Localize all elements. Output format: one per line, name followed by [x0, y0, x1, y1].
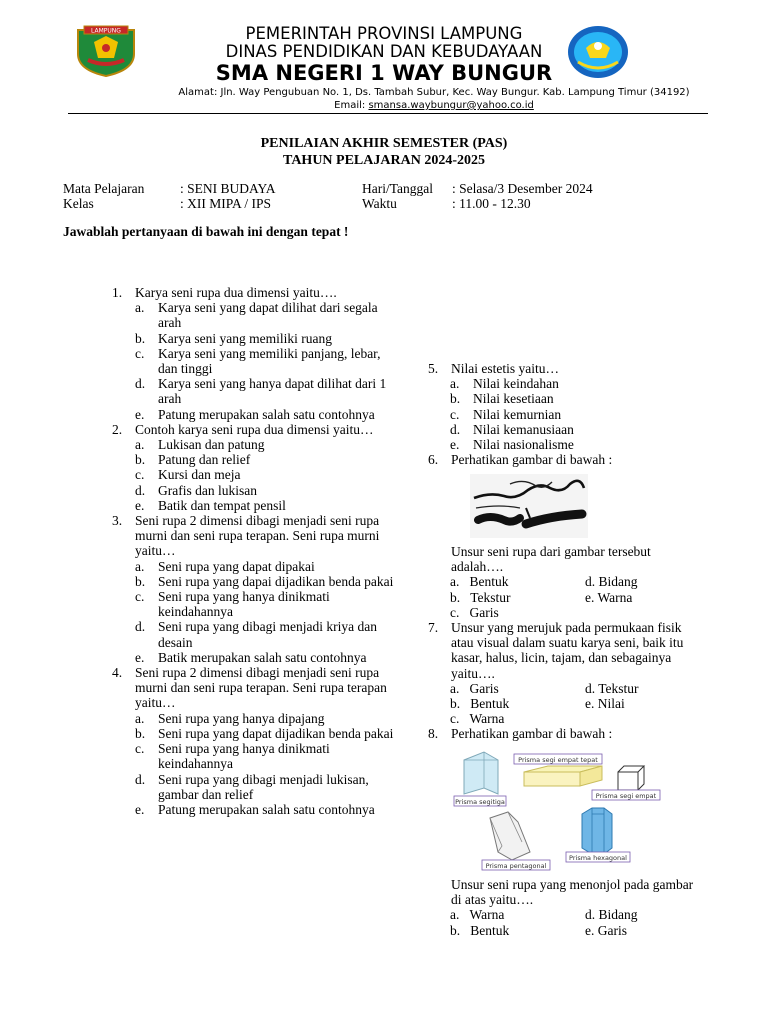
option-letter: b. — [450, 391, 461, 407]
option-text: Warna — [469, 907, 505, 923]
option-letter: e. — [135, 497, 145, 513]
option-text: Seni rupa yang hanya dinikmati keindahannya — [158, 741, 330, 772]
school-address: Alamat: Jln. Way Pengubuan No. 1, Ds. Tambah Subur, Kec. Way Bungur. Kab. Lampung Timur (34192) — [178, 87, 690, 98]
option-text: Nilai nasionalisme — [473, 437, 574, 453]
option-text: Nilai kemanusiaan — [473, 421, 574, 437]
option-4b[interactable] — [112, 726, 402, 741]
email-label: Email: — [334, 100, 366, 111]
school-name: SMA NEGERI 1 WAY BUNGUR — [215, 61, 553, 85]
option-letter: e. — [135, 406, 145, 422]
question-text: Perhatikan gambar di bawah : — [451, 726, 613, 742]
option-8e[interactable]: e. Garis — [585, 922, 627, 938]
class-label: Kelas — [63, 196, 94, 211]
option-6a[interactable] — [450, 574, 509, 589]
option-7d[interactable]: d. Tekstur — [585, 680, 639, 696]
option-5e[interactable] — [428, 437, 698, 452]
question-number: 2. — [112, 421, 123, 437]
option-text: Batik dan tempat pensil — [158, 497, 286, 513]
time-label: Waktu — [362, 196, 397, 211]
option-text: Seni rupa yang dapai dijadikan benda pakai — [158, 573, 394, 589]
option-letter: d. — [135, 771, 146, 787]
option-1b[interactable] — [112, 331, 402, 346]
option-3b[interactable] — [112, 574, 402, 589]
question-text: Contoh karya seni rupa dua dimensi yaitu… — [135, 421, 374, 437]
option-row-7-be — [450, 696, 698, 711]
question-number: 8. — [428, 726, 439, 742]
option-text: Tekstur — [470, 589, 511, 605]
option-row-6-c — [450, 605, 698, 620]
question-8-continued — [428, 877, 698, 938]
option-6d[interactable]: d. Bidang — [585, 574, 638, 590]
question-2 — [112, 422, 402, 437]
question-5-block — [428, 361, 698, 467]
option-4d[interactable] — [112, 772, 402, 802]
question-number: 3. — [112, 513, 123, 529]
option-letter: b. — [450, 922, 461, 938]
option-letter: c. — [450, 604, 460, 620]
option-6b[interactable] — [450, 590, 511, 605]
option-text: Karya seni yang dapat dilihat dari segala arah — [158, 300, 378, 331]
question-4 — [112, 665, 402, 711]
option-text: Seni rupa yang hanya dinikmati keindahannya — [158, 589, 330, 620]
option-7a[interactable] — [450, 681, 499, 696]
option-letter: e. — [450, 437, 460, 453]
question-5 — [428, 361, 698, 376]
line-texture-image — [470, 474, 588, 538]
option-text: Karya seni yang memiliki ruang — [158, 330, 332, 346]
option-letter: d. — [135, 376, 146, 392]
question-text: Unsur yang merujuk pada permukaan fisik atau visual dalam suatu karya seni, baik itu kasar, halus, licin, tajam, dan sebagainya yaitu…. — [451, 619, 684, 681]
question-8 — [428, 726, 698, 741]
question-8-text2: Unsur seni rupa yang menonjol pada gambar di atas yaitu…. — [451, 877, 694, 908]
option-letter: b. — [135, 725, 146, 741]
option-letter: b. — [135, 452, 146, 468]
option-5d[interactable] — [428, 422, 698, 437]
option-text: Bentuk — [470, 922, 510, 938]
option-letter: e. — [135, 649, 145, 665]
option-text: Seni rupa yang dapat dipakai — [158, 558, 315, 574]
triangular-prism-shape — [464, 752, 498, 794]
option-text: Warna — [469, 711, 505, 727]
option-letter: a. — [450, 574, 460, 590]
option-letter: e. — [135, 801, 145, 817]
option-7e[interactable]: e. Nilai — [585, 695, 625, 711]
question-text: Perhatikan gambar di bawah : — [451, 452, 613, 468]
option-text: Bentuk — [470, 695, 510, 711]
option-text: Garis — [469, 604, 499, 620]
option-text: Batik merupakan salah satu contohnya — [158, 649, 367, 665]
instruction: Jawablah pertanyaan di bawah ini dengan tepat ! — [63, 224, 349, 239]
option-letter: b. — [135, 573, 146, 589]
question-6 — [428, 452, 698, 467]
subject-label: Mata Pelajaran — [63, 181, 145, 196]
option-row-7-ad — [450, 681, 698, 696]
option-text: Bentuk — [469, 574, 509, 590]
option-letter: c. — [135, 345, 145, 361]
option-letter: c. — [450, 406, 460, 422]
option-letter: a. — [450, 680, 460, 696]
option-text: Seni rupa yang dibagi menjadi lukisan, gambar dan relief — [158, 771, 369, 802]
question-6-text2: Unsur seni rupa dari gambar tersebut adalah…. — [451, 544, 651, 575]
option-text: Seni rupa yang dapat dijadikan benda pakai — [158, 725, 394, 741]
option-text: Grafis dan lukisan — [158, 482, 257, 498]
option-8a[interactable] — [450, 907, 504, 922]
option-text: Patung merupakan salah satu contohnya — [158, 801, 375, 817]
question-number: 7. — [428, 619, 439, 635]
option-text: Patung merupakan salah satu contohnya — [158, 406, 375, 422]
option-2a[interactable] — [112, 437, 402, 452]
option-text: Nilai kesetiaan — [473, 391, 554, 407]
option-letter: c. — [450, 711, 460, 727]
government-name: PEMERINTAH PROVINSI LAMPUNG — [245, 24, 523, 43]
subject-value: : SENI BUDAYA — [180, 181, 276, 196]
label-prisma-segi-empat-tepat: Prisma segi empat tepat — [518, 756, 598, 764]
option-6e[interactable]: e. Warna — [585, 589, 633, 605]
option-4a[interactable] — [112, 711, 402, 726]
prisms-image — [452, 748, 664, 872]
option-1c[interactable] — [112, 346, 402, 376]
option-text: Seni rupa yang dibagi menjadi kriya dan desain — [158, 619, 377, 650]
rectangular-prism-shape — [524, 766, 602, 786]
school-email-line — [118, 100, 750, 111]
option-3e[interactable] — [112, 650, 402, 665]
option-text: Garis — [469, 680, 499, 696]
question-text: Nilai estetis yaitu… — [451, 361, 559, 376]
option-7c[interactable] — [450, 711, 504, 726]
label-prisma-segitiga: Prisma segitiga — [455, 798, 505, 806]
option-text: Seni rupa yang hanya dipajang — [158, 710, 325, 726]
option-6c[interactable] — [450, 605, 499, 620]
label-prisma-pentagonal: Prisma pentagonal — [485, 862, 547, 870]
label-prisma-hexagonal: Prisma hexagonal — [569, 854, 627, 862]
option-2c[interactable] — [112, 467, 402, 482]
option-text: Karya seni yang memiliki panjang, lebar, dan tinggi — [158, 345, 381, 377]
option-2d[interactable] — [112, 483, 402, 498]
time-value: : 11.00 - 12.30 — [452, 196, 531, 211]
option-letter: a. — [135, 710, 145, 726]
option-8d[interactable]: d. Bidang — [585, 907, 638, 923]
day-label: Hari/Tanggal — [362, 181, 434, 196]
option-3d[interactable] — [112, 619, 402, 649]
option-3c[interactable] — [112, 589, 402, 619]
option-letter: a. — [135, 558, 145, 574]
question-text: Seni rupa 2 dimensi dibagi menjadi seni rupa murni dan seni rupa terapan. Seni rupa murni yaitu… — [135, 513, 380, 559]
option-row-8-ad — [450, 907, 698, 922]
question-text: Seni rupa 2 dimensi dibagi menjadi seni rupa murni dan seni rupa terapan. Seni rupa terapan yaitu… — [135, 665, 387, 711]
exam-title: PENILAIAN AKHIR SEMESTER (PAS) — [260, 136, 508, 151]
header-divider — [68, 113, 708, 114]
option-letter: c. — [135, 589, 145, 605]
label-prisma-segi-empat: Prisma segi empat — [595, 792, 657, 800]
option-text: Kursi dan meja — [158, 467, 241, 483]
option-letter: b. — [135, 330, 146, 346]
option-text: Karya seni yang hanya dapat dilihat dari 1 arah — [158, 376, 387, 407]
option-text: Patung dan relief — [158, 452, 251, 468]
question-number: 5. — [428, 361, 439, 376]
hexagonal-prism-shape — [582, 808, 612, 854]
question-7 — [428, 620, 698, 681]
option-row-8-be — [450, 923, 698, 938]
class-value: : XII MIPA / IPS — [180, 196, 272, 211]
option-letter: b. — [450, 695, 461, 711]
option-3a[interactable] — [112, 559, 402, 574]
option-letter: d. — [135, 482, 146, 498]
option-1a[interactable] — [112, 300, 402, 330]
option-letter: a. — [450, 376, 460, 392]
option-8b[interactable] — [450, 923, 509, 938]
department-name: DINAS PENDIDIKAN DAN KEBUDAYAAN — [225, 42, 543, 61]
option-1e[interactable] — [112, 407, 402, 422]
option-1d[interactable] — [112, 376, 402, 406]
question-6-continued — [428, 544, 698, 742]
option-row-6-ad — [450, 574, 698, 589]
logo-text: LAMPUNG — [91, 27, 121, 35]
exam-year: TAHUN PELAJARAN 2024-2025 — [283, 153, 485, 168]
option-2e[interactable] — [112, 498, 402, 513]
option-row-7-c — [450, 711, 698, 726]
option-letter: a. — [135, 437, 145, 453]
email-link[interactable]: smansa.waybungur@yahoo.co.id — [368, 100, 534, 111]
option-2b[interactable] — [112, 452, 402, 467]
questions-left-column — [112, 285, 402, 817]
option-letter: b. — [450, 589, 461, 605]
question-1 — [112, 285, 402, 300]
day-value: : Selasa/3 Desember 2024 — [452, 181, 593, 196]
option-letter: d. — [135, 619, 146, 635]
option-text: Nilai keindahan — [473, 376, 559, 392]
option-letter: a. — [450, 907, 460, 923]
option-row-6-be — [450, 590, 698, 605]
option-5b[interactable] — [428, 391, 698, 406]
question-number: 1. — [112, 285, 123, 300]
question-text: Karya seni rupa dua dimensi yaitu…. — [135, 285, 337, 300]
option-5a[interactable] — [428, 376, 698, 391]
option-letter: a. — [135, 300, 145, 316]
option-text: Nilai kemurnian — [473, 406, 562, 422]
option-letter: d. — [450, 421, 461, 437]
option-letter: c. — [135, 467, 145, 483]
option-4c[interactable] — [112, 741, 402, 771]
option-letter: c. — [135, 741, 145, 757]
option-4e[interactable] — [112, 802, 402, 817]
option-5c[interactable] — [428, 407, 698, 422]
option-7b[interactable] — [450, 696, 509, 711]
cube-prism-shape — [618, 766, 644, 790]
question-number: 6. — [428, 452, 439, 468]
option-text: Lukisan dan patung — [158, 437, 265, 453]
pentagonal-prism-shape — [490, 812, 530, 860]
question-3 — [112, 513, 402, 559]
question-number: 4. — [112, 665, 123, 681]
